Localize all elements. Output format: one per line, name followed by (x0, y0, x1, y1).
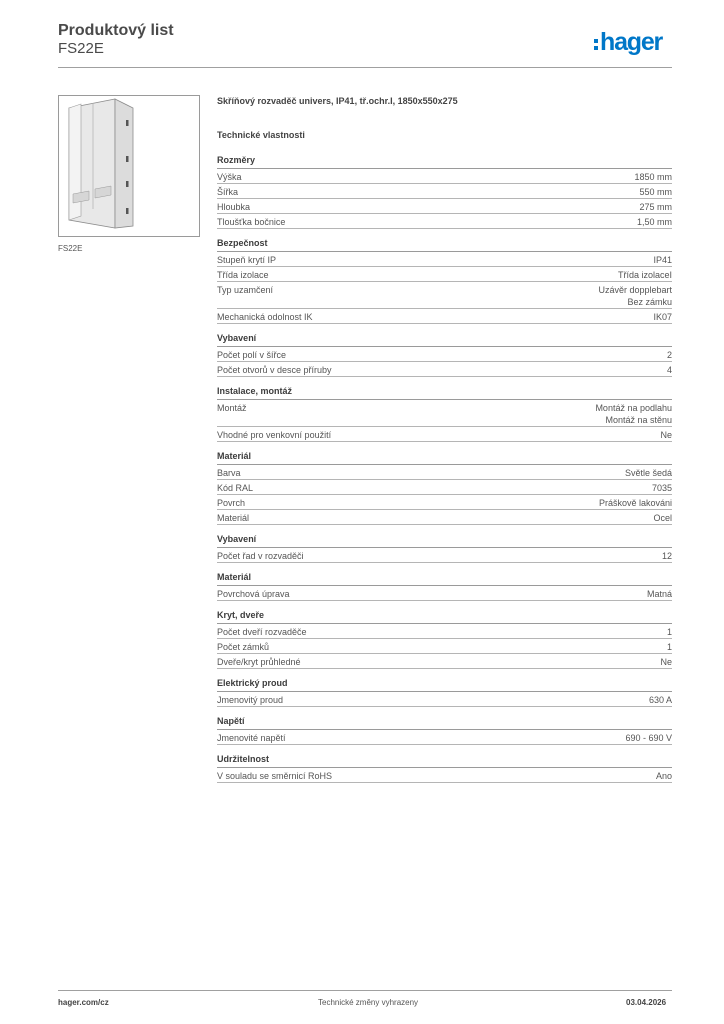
property-label: Mechanická odolnost IK (217, 312, 313, 322)
product-code: FS22E (58, 40, 104, 57)
property-value: Matná (646, 589, 672, 599)
section-title: Napětí (217, 716, 672, 730)
property-sections (217, 155, 672, 783)
property-value: Světle šedá (624, 468, 672, 478)
section-title: Vybavení (217, 333, 672, 347)
property-label: Stupeň krytí IP (217, 255, 277, 265)
property-label: V souladu se směrnicí RoHS (217, 771, 333, 781)
property-value: 1 (666, 642, 672, 652)
property-value: 1850 mm (634, 172, 672, 182)
property-value: 275 mm (639, 202, 672, 212)
property-value: Práškově lakováni (598, 498, 672, 508)
product-description: Skříňový rozvaděč univers, IP41, tř.ochr.I, 1850x550x275 (217, 96, 458, 106)
footer-website[interactable]: hager.com/cz (58, 998, 109, 1007)
property-row (217, 309, 672, 324)
property-value: Ocel (653, 513, 672, 523)
property-label: Šířka (217, 187, 239, 197)
property-row (217, 282, 672, 309)
property-label: Jmenovitý proud (217, 695, 284, 705)
section-title: Materiál (217, 572, 672, 586)
property-value: 12 (661, 551, 672, 561)
property-label: Dveře/kryt průhledné (217, 657, 301, 667)
property-row (217, 510, 672, 525)
property-value: Ne (660, 657, 672, 667)
page-title: Produktový list (58, 22, 174, 39)
property-label: Třída izolace (217, 270, 269, 280)
property-label: Jmenovité napětí (217, 733, 286, 743)
property-row (217, 427, 672, 442)
section-title: Vybavení (217, 534, 672, 548)
property-label: Počet řad v rozvaděči (217, 551, 304, 561)
property-label: Hloubka (217, 202, 251, 212)
hager-logo (594, 27, 674, 57)
property-value: 4 (666, 365, 672, 375)
property-row (217, 624, 672, 639)
property-row (217, 184, 672, 199)
section-title: Udržitelnost (217, 754, 672, 768)
property-row (217, 692, 672, 707)
property-value: Třída izolaceI (617, 270, 672, 280)
property-row (217, 347, 672, 362)
property-value: 550 mm (639, 187, 672, 197)
section-title: Materiál (217, 451, 672, 465)
property-value: 1,50 mm (636, 217, 672, 227)
property-row (217, 586, 672, 601)
property-row (217, 400, 672, 427)
property-value: IK07 (653, 312, 672, 322)
property-value: Montáž na podlahu Montáž na stěnu (595, 403, 672, 425)
property-row (217, 654, 672, 669)
property-value: 7035 (651, 483, 672, 493)
property-row (217, 362, 672, 377)
property-row (217, 267, 672, 282)
cabinet-product-image (58, 95, 200, 237)
technical-properties-heading: Technické vlastnosti (217, 130, 305, 140)
logo-text: hager (600, 27, 663, 56)
property-value: 2 (666, 350, 672, 360)
property-value: Uzávěr dopplebart Bez zámku (598, 285, 672, 307)
property-label: Povrchová úprava (217, 589, 290, 599)
property-value: 690 - 690 V (625, 733, 672, 743)
property-value: 1 (666, 627, 672, 637)
section-title: Rozměry (217, 155, 672, 169)
property-row (217, 169, 672, 184)
footer-note: Technické změny vyhrazeny (318, 998, 419, 1007)
property-value: Ne (660, 430, 672, 440)
footer-date: 03.04.2026 (626, 998, 667, 1007)
logo-dots-icon (594, 39, 598, 50)
property-label: Vhodné pro venkovní použití (217, 430, 332, 440)
property-label: Montáž (217, 403, 247, 413)
property-label: Tloušťka bočnice (217, 217, 286, 227)
property-row (217, 730, 672, 745)
property-label: Povrch (217, 498, 246, 508)
property-label: Počet dveří rozvaděče (217, 627, 307, 637)
property-row (217, 639, 672, 654)
section-title: Instalace, montáž (217, 386, 672, 400)
property-value: 630 A (648, 695, 672, 705)
property-label: Typ uzamčení (217, 285, 274, 295)
section-title: Elektrický proud (217, 678, 672, 692)
property-value: Ano (655, 771, 672, 781)
property-label: Počet polí v šířce (217, 350, 287, 360)
image-caption: FS22E (58, 244, 83, 253)
property-label: Kód RAL (217, 483, 254, 493)
product-details (217, 96, 672, 783)
property-row (217, 465, 672, 480)
section-title: Kryt, dveře (217, 610, 672, 624)
property-row (217, 214, 672, 229)
property-row (217, 768, 672, 783)
property-label: Materiál (217, 513, 250, 523)
property-row (217, 495, 672, 510)
property-label: Barva (217, 468, 241, 478)
property-label: Výška (217, 172, 242, 182)
property-row (217, 252, 672, 267)
footer-divider (58, 990, 672, 991)
property-row (217, 548, 672, 563)
cabinet-icon (59, 96, 199, 236)
property-row (217, 480, 672, 495)
property-row (217, 199, 672, 214)
property-label: Počet otvorů v desce příruby (217, 365, 332, 375)
property-label: Počet zámků (217, 642, 270, 652)
property-value: IP41 (653, 255, 672, 265)
header-divider (58, 67, 672, 68)
section-title: Bezpečnost (217, 238, 672, 252)
